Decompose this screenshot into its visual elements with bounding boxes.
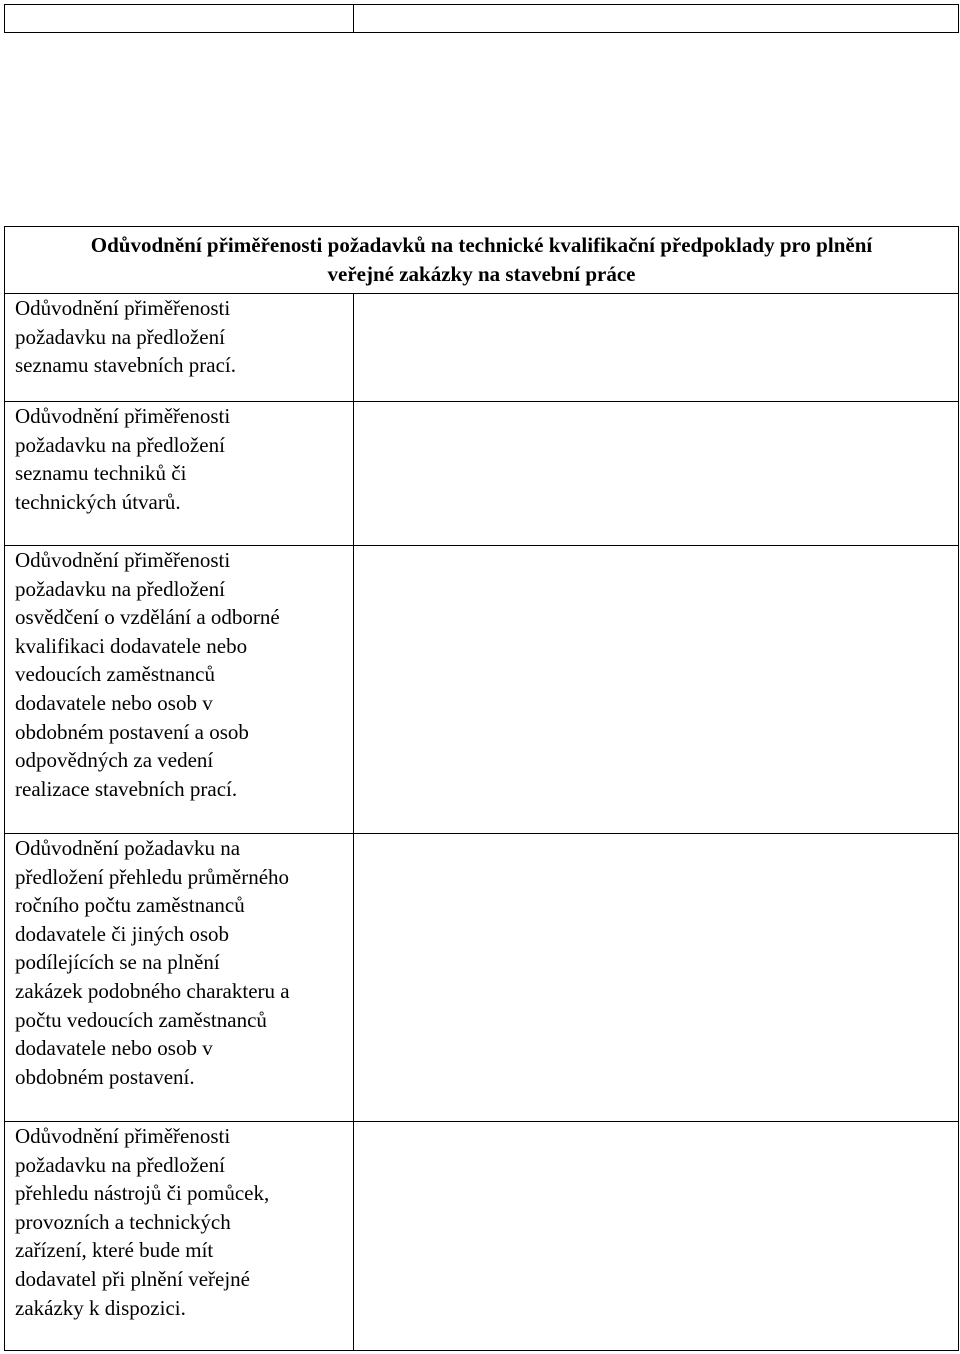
table-row [5,294,959,402]
row-label: Odůvodnění přiměřenosti požadavku na předložení osvědčení o vzdělání a odborné kvalifikaci dodavatele nebo vedoucích zaměstnanců dodavatele nebo osob v obdobném postavení a osob odpovědných za vedení realizace stavebních prací. [5,546,354,834]
table-title-line2: veřejné zakázky na stavební práce [327,262,636,286]
table-title [5,227,959,294]
top-table [4,4,959,33]
table-row [5,546,959,834]
justification-table [4,226,959,1351]
top-table-cell-right [354,5,959,33]
row-label: Odůvodnění přiměřenosti požadavku na předložení seznamu stavebních prací. [5,294,354,402]
top-table-cell-left [5,5,354,33]
table-row [5,834,959,1122]
row-label: Odůvodnění požadavku na předložení přehledu průměrného ročního počtu zaměstnanců dodavatele či jiných osob podílejících se na plnění zakázek podobného charakteru a počtu vedoucích zaměstnanců dodavatele nebo osob v obdobném postavení. [5,834,354,1122]
row-value-field[interactable] [354,546,959,834]
row-value-field[interactable] [354,294,959,402]
row-label: Odůvodnění přiměřenosti požadavku na předložení seznamu techniků či technických útvarů. [5,402,354,546]
row-value-field[interactable] [354,402,959,546]
top-table-row [5,5,959,33]
table-title-line1: Odůvodnění přiměřenosti požadavků na technické kvalifikační předpoklady pro plnění [90,233,873,257]
row-value-field[interactable] [354,834,959,1122]
table-row [5,1122,959,1351]
row-label: Odůvodnění přiměřenosti požadavku na předložení přehledu nástrojů či pomůcek, provozních a technických zařízení, které bude mít dodavatel při plnění veřejné zakázky k dispozici. [5,1122,354,1351]
title-row [5,227,959,294]
row-value-field[interactable] [354,1122,959,1351]
table-row [5,402,959,546]
